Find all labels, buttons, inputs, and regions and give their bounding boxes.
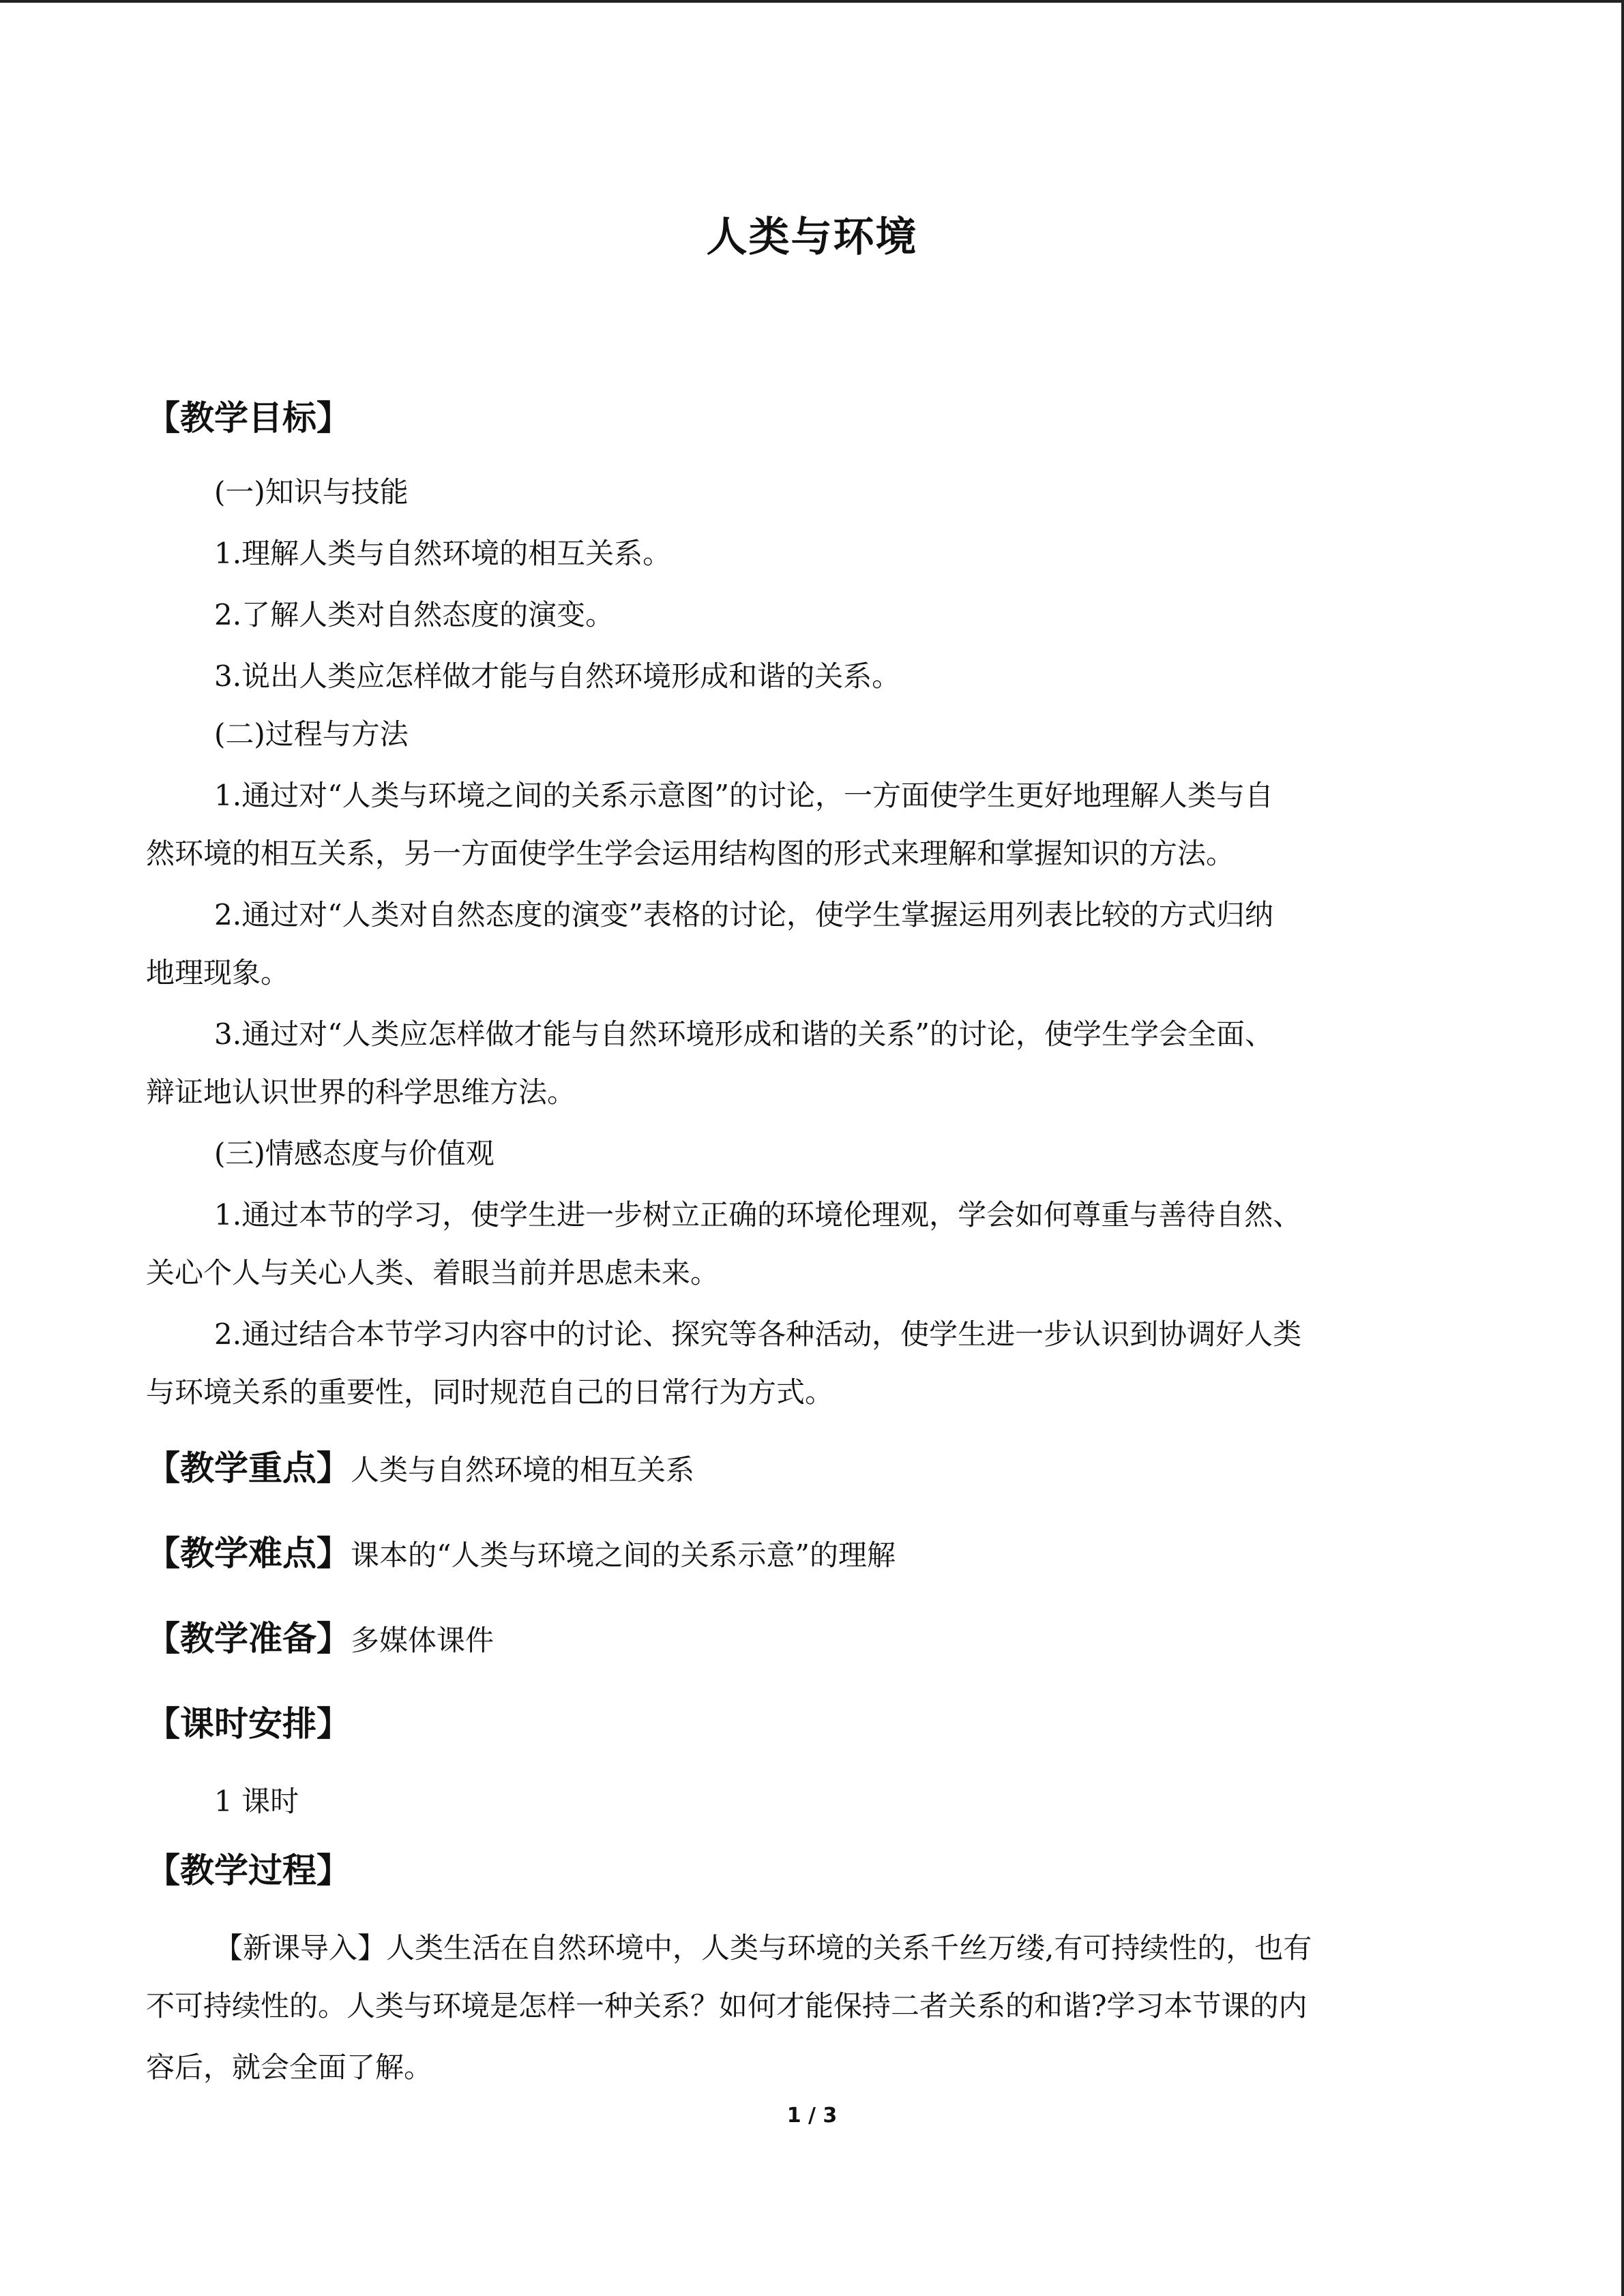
page-border-top [0,0,1624,3]
intro-line-1: 【新课导入】人类生活在自然环境中，人类与环境的关系千丝万缕,有可持续性的，也有 [214,1931,1312,1965]
knowledge-item-1: 1.理解人类与自然环境的相互关系。 [214,537,672,570]
schedule-text: 1 课时 [214,1785,299,1818]
process-item-3-line-1: 3.通过对“人类应怎样做才能与自然环境形成和谐的关系”的讨论，使学生学会全面、 [214,1017,1274,1051]
schedule-heading: 【课时安排】 [146,1704,351,1744]
intro-line-3: 容后，就会全面了解。 [146,2051,433,2084]
key-point-heading: 【教学重点】 [146,1448,351,1488]
page-title: 人类与环境 [706,213,918,261]
preparation-text: 多媒体课件 [351,1624,494,1657]
objectives-heading: 【教学目标】 [146,398,351,438]
intro-line-2: 不可持续性的。人类与环境是怎样一种关系？如何才能保持二者关系的和谐?学习本节课的内 [146,1989,1308,2023]
process-item-1-line-1: 1.通过对“人类与环境之间的关系示意图”的讨论，一方面使学生更好地理解人类与自 [214,779,1274,812]
difficulty-text: 课本的“人类与环境之间的关系示意”的理解 [351,1538,896,1572]
key-point-text: 人类与自然环境的相互关系 [351,1453,695,1487]
preparation-heading: 【教学准备】 [146,1619,351,1658]
attitude-item-1-line-1: 1.通过本节的学习，使学生进一步树立正确的环境伦理观，学会如何尊重与善待自然、 [214,1198,1302,1232]
process-item-2-line-2: 地理现象。 [146,956,290,989]
process-item-2-line-1: 2.通过对“人类对自然态度的演变”表格的讨论，使学生掌握运用列表比较的方式归纳 [214,898,1274,931]
attitude-heading: (三)情感态度与价值观 [214,1137,494,1170]
preparation-row [146,1611,494,1660]
knowledge-item-2: 2.了解人类对自然态度的演变。 [214,598,615,631]
attitude-item-2-line-2: 与环境关系的重要性，同时规范自己的日常行为方式。 [146,1375,834,1409]
difficulty-heading: 【教学难点】 [146,1534,351,1573]
key-point-row [146,1441,694,1490]
page-number: 1 / 3 [786,2104,838,2128]
knowledge-heading: (一)知识与技能 [214,475,409,509]
difficulty-row [146,1526,896,1575]
page-border-right [1621,0,1624,2296]
process-item-1-line-2: 然环境的相互关系，另一方面使学生学会运用结构图的形式来理解和掌握知识的方法。 [146,837,1235,870]
attitude-item-2-line-1: 2.通过结合本节学习内容中的讨论、探究等各种活动，使学生进一步认识到协调好人类 [214,1317,1302,1351]
knowledge-item-3: 3.说出人类应怎样做才能与自然环境形成和谐的关系。 [214,659,901,693]
attitude-item-1-line-2: 关心个人与关心人类、着眼当前并思虑未来。 [146,1256,720,1289]
process-section-heading: 【教学过程】 [146,1851,351,1890]
process-item-3-line-2: 辩证地认识世界的科学思维方法。 [146,1075,576,1109]
process-heading: (二)过程与方法 [214,717,409,751]
